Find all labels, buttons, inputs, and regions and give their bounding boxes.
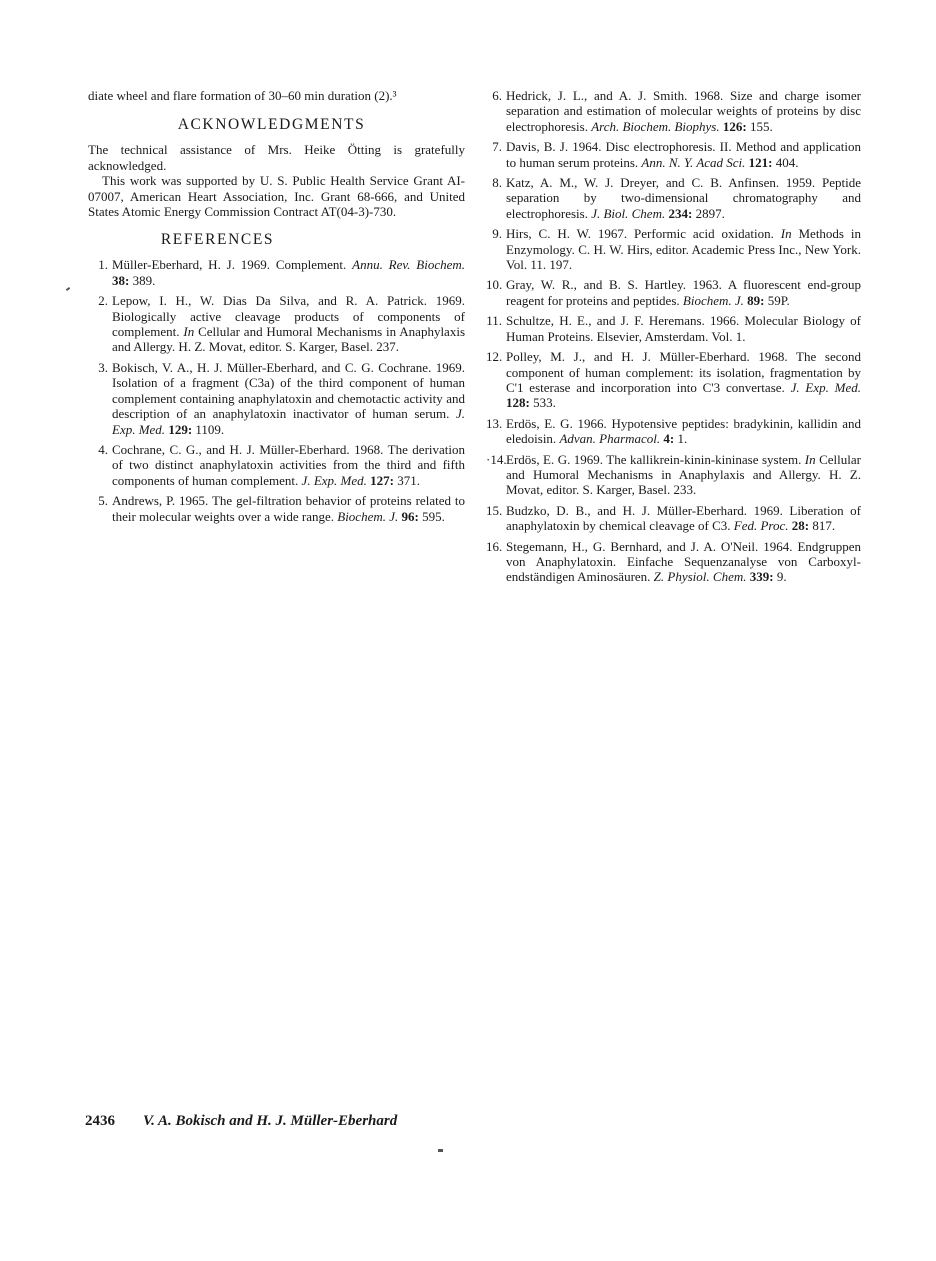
reference-item: 16. Stegemann, H., G. Bernhard, and J. A. O'Neil. 1964. Endgruppen von Anaphylatoxin. Einfache Sequenzanalyse von Carboxyl-endständigen Aminosäuren. Z. Physiol. Chem. 339: 9. [486,538,861,585]
reference-item: 3. Bokisch, V. A., H. J. Müller-Eberhard, and C. G. Cochrane. 1969. Isolation of a fragment (C3a) of the third component of human complement containing anaphylatoxin and chemotactic activity and description of an anaphylatoxin inactivator of human serum. J. Exp. Med. 129: 1109. [98,359,466,437]
page-footer [85,1112,397,1130]
reference-item: 7. Davis, B. J. 1964. Disc electrophoresis. II. Method and application to human serum proteins. Ann. N. Y. Acad Sci. 121: 404. [492,139,861,170]
intro-paragraph: diate wheel and flare formation of 30–60 min duration (2).³ [88,88,397,103]
reference-item: 8. Katz, A. M., W. J. Dreyer, and C. B. Anfinsen. 1959. Peptide separation by two-dimensional chromatography and electrophoresis. J. Biol. Chem. 234: 2897. [492,175,861,221]
reference-list-left [88,257,465,524]
scan-speck [66,287,70,291]
reference-item: 2. Lepow, I. H., W. Dias Da Silva, and R. A. Patrick. 1969. Biologically active cleavage products of components of complement. In Cellular and Humoral Mechanisms in Anaphylaxis and Allergy. H. Z. Movat, editor. S. Karger, Basel. 237. [98,293,466,355]
references-heading: REFERENCES [160,231,275,249]
reference-list-right [486,88,861,585]
reference-item: 9. Hirs, C. H. W. 1967. Performic acid oxidation. In Methods in Enzymology. C. H. W. Hirs, editor. Academic Press Inc., New York. Vol. 11. 197. [492,226,861,273]
funding-paragraph: This work was supported by U. S. Public Health Service Grant AI-07007, American Heart Association, Inc. Grant 68-666, and United States Atomic Energy Commission Contract AT(04-3)-730. [88,173,465,220]
reference-item: 13. Erdös, E. G. 1966. Hypotensive peptides: bradykinin, kallidin and eledoisin. Advan. Pharmacol. 4: 1. [486,415,861,447]
reference-item: 4. Cochrane, C. G., and H. J. Müller-Eberhard. 1968. The derivation of two distinct anaphylatoxin activities from the third and fifth components of human complement. J. Exp. Med. 127: 371. [98,441,465,488]
reference-item: 1. Müller-Eberhard, H. J. 1969. Complement. Annu. Rev. Biochem. 38: 389. [98,257,465,288]
reference-item: 11. Schultze, H. E., and J. F. Heremans. 1966. Molecular Biology of Human Proteins. Elsevier, Amsterdam. Vol. 1. [486,313,861,344]
reference-item: 5. Andrews, P. 1965. The gel-filtration behavior of proteins related to their molecular weights over a wide range. Biochem. J. 96: 595. [98,493,465,524]
reference-item: 6. Hedrick, J. L., and A. J. Smith. 1968. Size and charge isomer separation and estimation of molecular weights of proteins by disc electrophoresis. Arch. Biochem. Biophys. 126: 155. [492,88,861,134]
reference-item: 15. Budzko, D. B., and H. J. Müller-Eberhard. 1969. Liberation of anaphylatoxin by chemical cleavage of C3. Fed. Proc. 28: 817. [486,502,861,534]
running-authors: V. A. Bokisch and H. J. Müller-Eberhard [143,1113,398,1129]
scan-speck [438,1149,443,1152]
reference-item: 12. Polley, M. J., and H. J. Müller-Eberhard. 1968. The second component of human complement: its isolation, fragmentation by C'1 esterase and incorporation into C'3 convertase. J. Exp. Med. 128: 533. [486,349,861,411]
acknowledgments-heading: ACKNOWLEDGMENTS [177,116,366,134]
right-column [486,88,861,590]
left-column [88,88,465,529]
reference-item: ·14. Erdös, E. G. 1969. The kallikrein-kinin-kininase system. In Cellular and Humoral Mechanisms in Anaphylaxis and Allergy. H. Z. Movat, editor. S. Karger, Basel. 233. [486,451,861,498]
acknowledgments-paragraph: The technical assistance of Mrs. Heike Ötting is gratefully acknowledged. [88,142,465,173]
reference-item: 10. Gray, W. R., and B. S. Hartley. 1963. A fluorescent end-group reagent for proteins and peptides. Biochem. J. 89: 59P. [486,277,861,308]
page-number: 2436 [85,1113,115,1129]
